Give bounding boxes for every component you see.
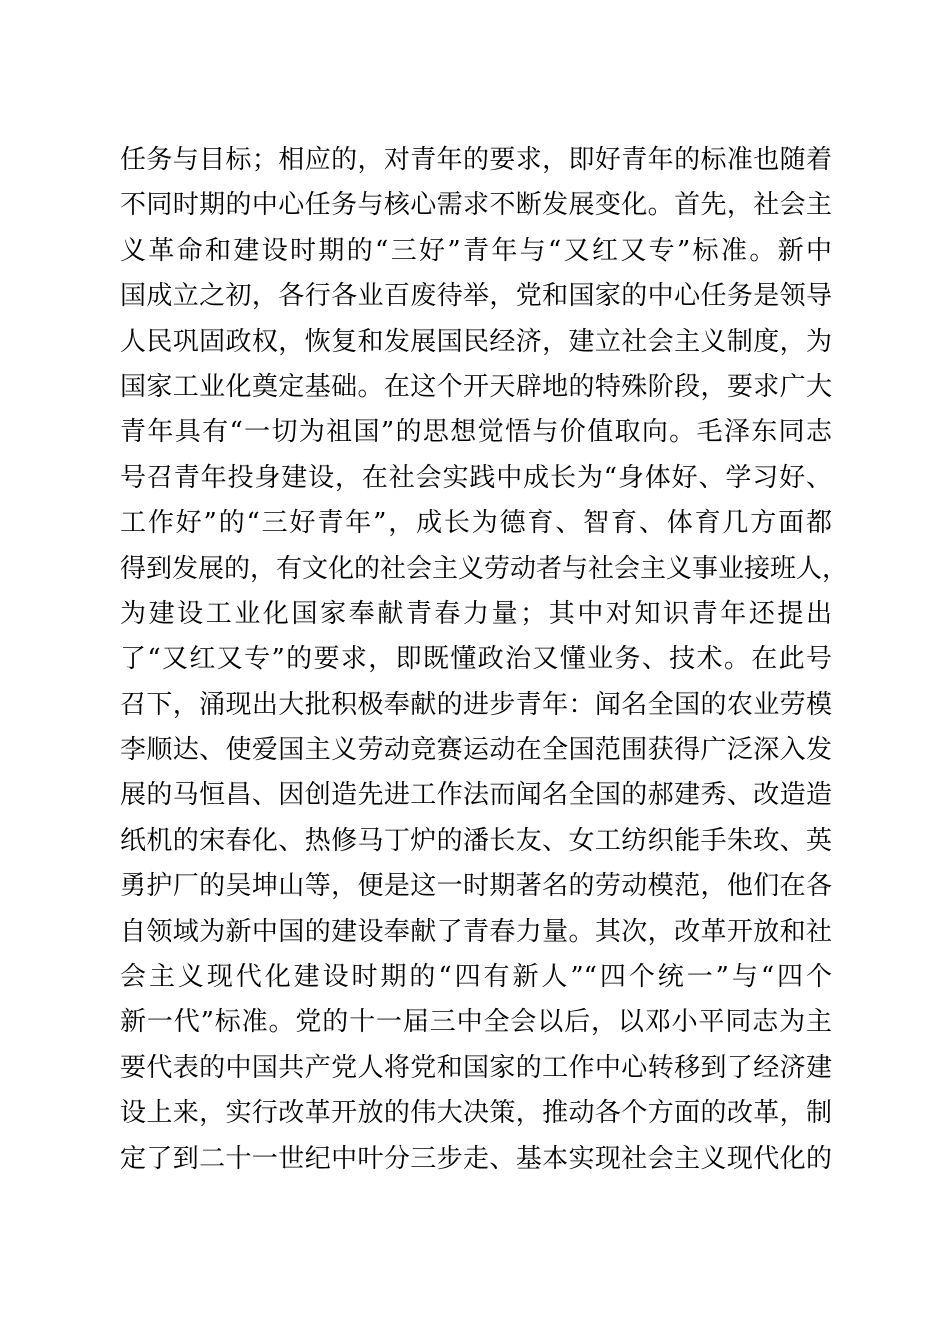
text-line: 任务与目标；相应的，对青年的要求，即好青年的标准也随着 [120, 145, 832, 175]
text-line: 国成立之初，各行各业百废待举，党和国家的中心任务是领导 [120, 281, 832, 312]
text-line: 会主义现代化建设时期的“四有新人”“四个统一”与“四个 [120, 962, 832, 993]
text-line: 自领域为新中国的建设奉献了青春力量。其次，改革开放和社 [120, 916, 832, 947]
text-line: 要代表的中国共产党人将党和国家的工作中心转移到了经济建 [120, 1052, 832, 1083]
text-line: 得到发展的，有文化的社会主义劳动者与社会主义事业接班人， [120, 553, 849, 584]
text-line: 勇护厂的吴坤山等，便是这一时期著名的劳动模范，他们在各 [120, 871, 832, 902]
text-line: 定了到二十一世纪中叶分三步走、基本实现社会主义现代化的 [120, 1143, 832, 1174]
text-line: 展的马恒昌、因创造先进工作法而闻名全国的郝建秀、改造造 [120, 780, 832, 811]
text-line: 工作好”的“三好青年”，成长为德育、智育、体育几方面都 [120, 508, 832, 539]
body-paragraph [120, 138, 849, 1182]
text-line: 新一代”标准。党的十一届三中全会以后，以邓小平同志为主 [120, 1007, 832, 1038]
text-line: 设上来，实行改革开放的伟大决策，推动各个方面的改革，制 [120, 1098, 832, 1129]
text-line: 国家工业化奠定基础。在这个开天辟地的特殊阶段，要求广大 [120, 371, 832, 402]
text-line: 人民巩固政权，恢复和发展国民经济，建立社会主义制度，为 [120, 326, 832, 357]
text-line: 为建设工业化国家奉献青春力量；其中对知识青年还提出 [120, 598, 832, 629]
text-line: 纸机的宋春化、热修马丁炉的潘长友、女工纺织能手朱玫、英 [120, 825, 832, 856]
text-line: 义革命和建设时期的“三好”青年与“又红又专”标准。新中 [120, 235, 832, 266]
text-line: 不同时期的中心任务与核心需求不断发展变化。首先，社会主 [120, 190, 832, 221]
text-line: 李顺达、使爱国主义劳动竞赛运动在全国范围获得广泛深入发 [120, 735, 832, 766]
text-line: 号召青年投身建设，在社会实践中成长为“身体好、学习好、 [120, 462, 832, 493]
text-line: 了“又红又专”的要求，即既懂政治又懂业务、技术。在此号 [120, 644, 832, 675]
text-line: 召下，涌现出大批积极奉献的进步青年：闻名全国的农业劳模 [120, 689, 832, 720]
text-line: 青年具有“一切为祖国”的思想觉悟与价值取向。毛泽东同志 [120, 417, 832, 448]
